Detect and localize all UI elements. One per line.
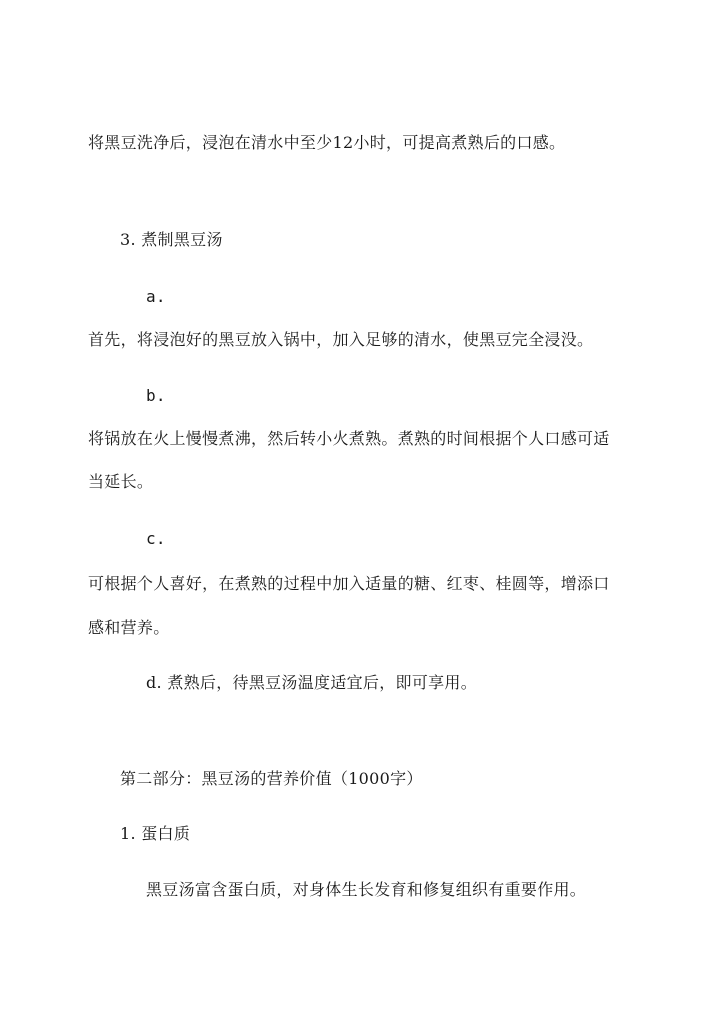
step-d-text: d. 煮熟后，待黑豆汤温度适宜后，即可享用。	[146, 673, 478, 692]
step-b-marker: b.	[146, 386, 166, 405]
step-a-text: 首先，将浸泡好的黑豆放入锅中，加入足够的清水，使黑豆完全浸没。	[88, 330, 594, 349]
step-b-text-line1: 将锅放在火上慢慢煮沸，然后转小火煮熟。煮熟的时间根据个人口感可适	[88, 429, 610, 448]
step-a-marker: a.	[146, 287, 166, 306]
step-b-text-line2: 当延长。	[88, 472, 154, 491]
part-2-heading: 第二部分：黑豆汤的营养价值（1000字）	[120, 769, 423, 788]
intro-paragraph: 将黑豆洗净后，浸泡在清水中至少12小时，可提高煮熟后的口感。	[88, 133, 566, 152]
step-c-text-line2: 感和营养。	[88, 618, 170, 637]
section-1-text: 黑豆汤富含蛋白质，对身体生长发育和修复组织有重要作用。	[146, 880, 587, 899]
step-3-heading: 3. 煮制黑豆汤	[120, 230, 223, 249]
step-c-text-line1: 可根据个人喜好，在煮熟的过程中加入适量的糖、红枣、桂圆等，增添口	[88, 574, 610, 593]
step-c-marker: c.	[146, 529, 166, 548]
section-1-heading: 1. 蛋白质	[120, 824, 191, 843]
